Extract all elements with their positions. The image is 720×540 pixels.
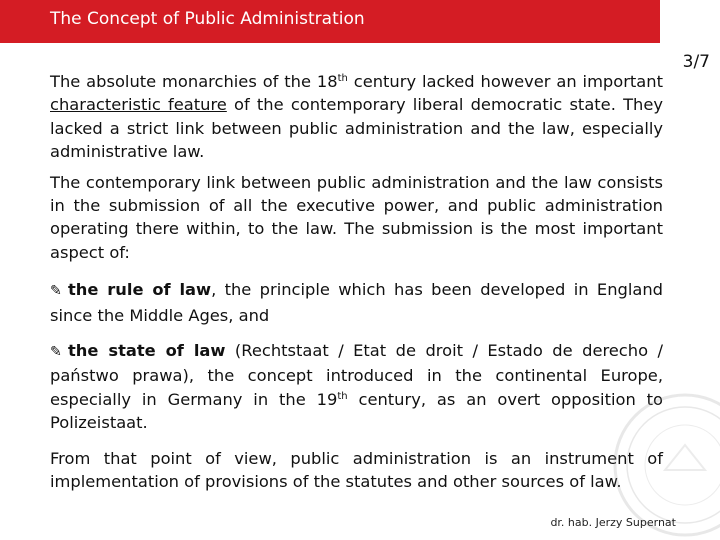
pointing-hand-icon: ✎ xyxy=(50,283,62,300)
footer-author: dr. hab. Jerzy Supernat xyxy=(550,516,676,529)
bullet-2-text-a: (Rechtstaat / Etat de droit / Estado de derecho / państwo prawa), the concept introduced in the continental Europe, especially in Germany in the 19 xyxy=(50,341,663,409)
bullet-state-of-law xyxy=(50,339,663,435)
paragraph-1-text-b: century lacked however an important xyxy=(347,72,663,91)
slide-content xyxy=(50,70,663,494)
paragraph-1-text-a: The absolute monarchies of the 18 xyxy=(50,72,338,91)
underlined-term: characteristic feature xyxy=(50,95,227,115)
paragraph-1 xyxy=(50,70,663,164)
bullet-2-term: the state of law xyxy=(68,341,226,361)
bullet-1-term: the rule of law xyxy=(68,280,212,300)
slide-title: The Concept of Public Administration xyxy=(50,9,365,29)
bullet-2-text-b: century, as an overt opposition to Polizeistaat. xyxy=(50,389,663,433)
bullet-1-text: , the principle which has been developed in England since the Middle Ages, and xyxy=(50,280,664,325)
paragraph-1-text-c: of the contemporary liberal democratic state. They lacked a strict link between public administration and the law, especially administrative law. xyxy=(50,95,663,162)
page-number: 3/7 xyxy=(682,52,710,72)
pointing-hand-icon: ✎ xyxy=(50,344,62,361)
superscript: th xyxy=(337,73,348,84)
superscript: th xyxy=(337,390,348,402)
bullet-rule-of-law xyxy=(50,278,663,327)
header-bar xyxy=(0,0,660,43)
closing-paragraph: From that point of view, public administration is an instrument of implementation of provisions of the statutes and other sources of law. xyxy=(50,448,663,492)
paragraph-2: The contemporary link between public administration and the law consists in the submission of all the executive power, and public administration operating there within, to the law. The submission is the most important aspect of: xyxy=(50,172,663,262)
